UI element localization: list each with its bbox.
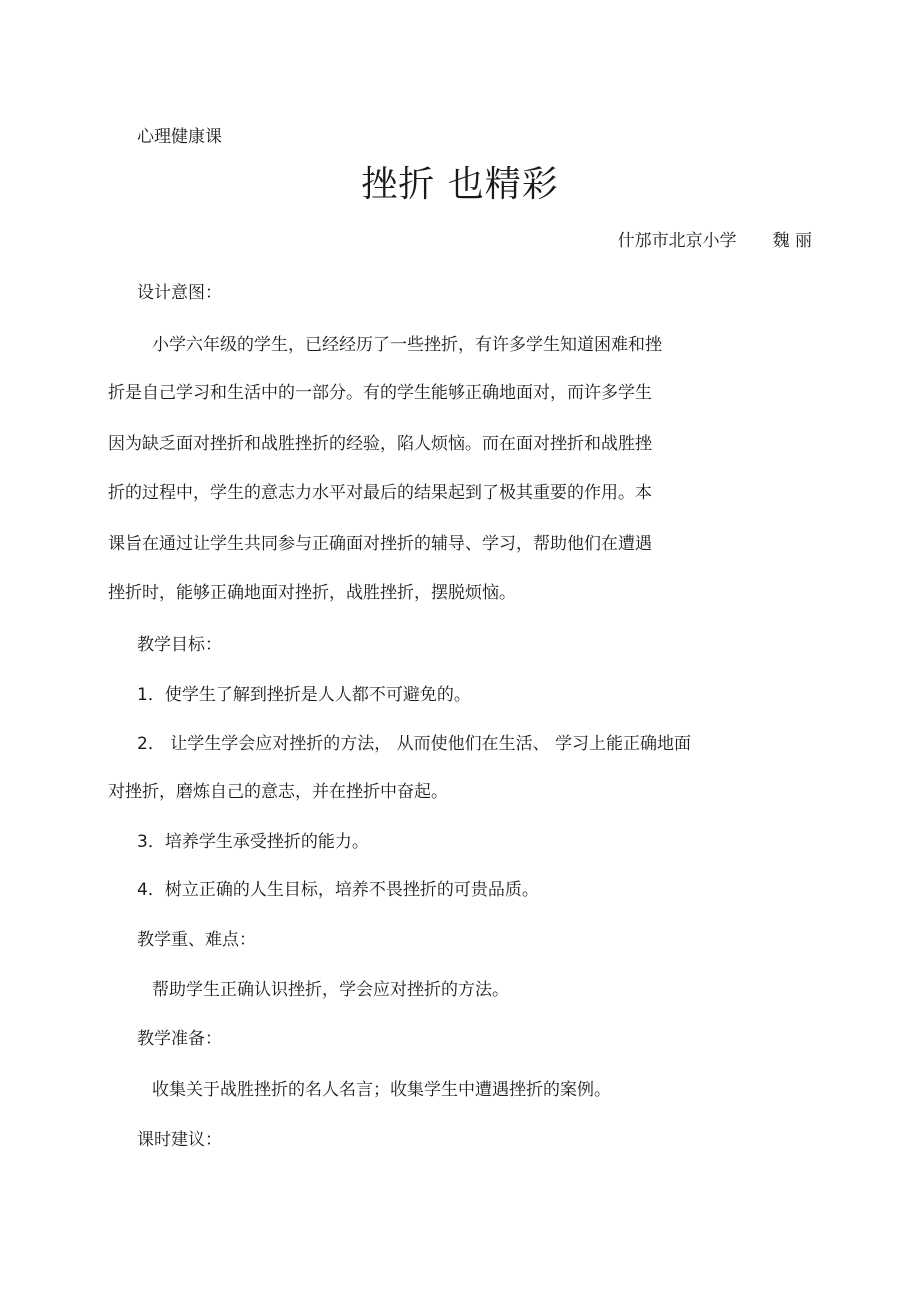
goal-4: 4．树立正确的人生目标，培养不畏挫折的可贵品质。: [137, 880, 539, 900]
goal-1: 1．使学生了解到挫折是人人都不可避免的。: [137, 685, 471, 705]
author-school: 什邡市北京小学: [617, 231, 737, 251]
design-line-5: 课旨在通过让学生共同参与正确面对挫折的辅导、学习，帮助他们在遭遇: [108, 534, 652, 554]
design-line-6: 挫折时，能够正确地面对挫折，战胜挫折，摆脱烦恼。: [108, 583, 516, 603]
author-line: [618, 230, 812, 252]
preparation-heading: 教学准备：: [137, 1029, 222, 1049]
course-label: 心理健康课: [137, 127, 222, 147]
design-line-3: 因为缺乏面对挫折和战胜挫折的经验，陷人烦恼。而在面对挫折和战胜挫: [108, 434, 652, 454]
goal-3: 3．培养学生承受挫折的能力。: [137, 832, 369, 852]
goals-heading: 教学目标：: [137, 635, 222, 655]
document-title: 挫折 也精彩: [361, 164, 559, 205]
key-points-text: 帮助学生正确认识挫折，学会应对挫折的方法。: [152, 980, 509, 1000]
author-name: 魏 丽: [772, 231, 812, 251]
goal-2-line-1: 2． 让学生学会应对挫折的方法， 从而使他们在生活、 学习上能正确地面: [137, 734, 692, 754]
class-hours-heading: 课时建议：: [137, 1130, 222, 1150]
design-heading: 设计意图：: [137, 283, 222, 303]
key-points-heading: 教学重、难点：: [137, 930, 256, 950]
design-line-2: 折是自己学习和生活中的一部分。有的学生能够正确地面对，而许多学生: [108, 383, 652, 403]
preparation-text: 收集关于战胜挫折的名人名言；收集学生中遭遇挫折的案例。: [152, 1080, 611, 1100]
goal-2-line-2: 对挫折，磨炼自己的意志，并在挫折中奋起。: [108, 782, 448, 802]
design-line-4: 折的过程中，学生的意志力水平对最后的结果起到了极其重要的作用。本: [108, 483, 652, 503]
design-line-1: 小学六年级的学生，已经经历了一些挫折，有许多学生知道困难和挫: [152, 335, 662, 355]
